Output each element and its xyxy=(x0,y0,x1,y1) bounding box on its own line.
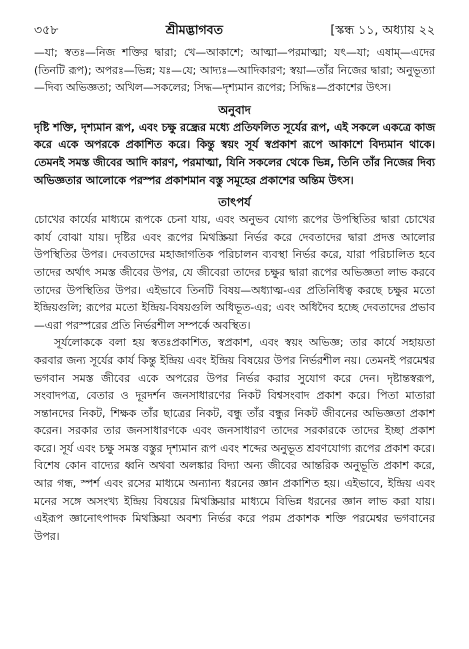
page-header xyxy=(34,22,435,44)
translation-heading: অনুবাদ xyxy=(218,102,251,117)
translation-paragraph: দৃষ্টি শক্তি, দৃশ্যমান রূপ, এবং চক্ষু রন্ধ্রের মধ্যে প্রতিফলিত সূর্যের রূপ, এই সকলে একত্রে কাজ করে একে অপরকে প্রকাশিত করে। কিন্তু স্বয়ং সূর্য স্বপ্রকাশ রূপে আকাশে বিদ্যমান থাকে। তেমনই সমস্ত জীবের আদি কারণ, পরমাত্মা, যিনি সকলের থেকে ভিন্ন, তিনি তাঁর নিজের দিব্য অভিজ্ঞতার আলোকে পরস্পর প্রকাশমান বস্তু সমূহের প্রকাশের অন্তিম উৎস। xyxy=(34,120,435,187)
synonyms-paragraph: —যা; স্বতঃ—নিজ শক্তির দ্বারা; খে—আকাশে; আত্মা—পরমাত্মা; যৎ—যা; এষাম্—এদের (তিনটি রূপ); অপরঃ—ভিন্ন; যঃ—যে; আদ্যঃ—আদিকারণ; স্বয়া—তাঁর নিজের দ্বারা; অনুভূত্যা—দিব্য অভিজ্ঞতা; অখিল—সকলের; সিদ্ধ—দৃশ্যমান রূপের; সিদ্ধিঃ—প্রকাশের উৎস। xyxy=(34,46,435,95)
book-title: শ্রীমদ্ভাগবত xyxy=(165,22,224,37)
purport-paragraph-2: সূর্যলোককে বলা হয় স্বতঃপ্রকাশিত, স্বপ্রকাশ, এবং স্বয়ং অভিজ্ঞ; তার কার্যে সহায়তা করবার জন্য সূর্যের কার্য কিন্তু ইন্দ্রিয় এবং ইন্দ্রিয় বিষয়ের উপর নির্ভরশীল নয়। তেমনই পরমেশ্বর ভগবান সমস্ত জীবের একে অপরের উপর নির্ভর করার সুযোগ করে দেন। দৃষ্টান্তস্বরূপ, সংবাদপত্র, বেতার ও দূরদর্শন জনসাধারণের নিকট বিশ্বসংবাদ প্রকাশ করে। পিতা মাতারা সন্তানদের নিকট, শিক্ষক তাঁর ছাত্রের নিকট, বন্ধু তাঁর বন্ধুর নিকট জীবনের অভিজ্ঞতা প্রকাশ করেন। সরকার তার জনসাধারণকে এবং জনসাধারণ তাদের সরকারকে তাদের ইচ্ছা প্রকাশ করে। সূর্য এবং চক্ষু সমস্ত বস্তুর দৃশ্যমান রূপ এবং শব্দের অনুভূত শ্রবণযোগ্য রূপের প্রকাশ করে। বিশেষ কোন বাদ্যের ধ্বনি অথবা অলঙ্কার বিদ্যা অন্য জীবের আন্তরিক অনুভূতি প্রকাশ করে, আর গন্ধ, স্পর্শ এবং রসের মাধ্যমে অন্যান্য ধরনের জ্ঞান প্রকাশিত হয়। এইভাবে, ইন্দ্রিয় এবং মনের সঙ্গে অসংখ্য ইন্দ্রিয় বিষয়ের মিথস্ক্রিয়ার মাধ্যমে বিভিন্ন ধরনের জ্ঞান লাভ করা যায়। এইরূপ জ্ঞানোৎপাদক মিথস্ক্রিয়া অবশ্য নির্ভর করে পরম প্রকাশক শক্তি পরমেশ্বর ভগবানের উপর। xyxy=(34,336,435,543)
section-reference: [স্কন্ধ ১১, অধ্যায় ২২ xyxy=(330,22,435,37)
purport-heading: তাৎপর্য xyxy=(218,195,251,210)
purport-paragraph-1: চোখের কার্যের মাধ্যমে রূপকে চেনা যায়, এবং অনুভব যোগ্য রূপের উপস্থিতির দ্বারা চোখের কার্য বোঝা যায়। দৃষ্টির এবং রূপের মিথস্ক্রিয়া নির্ভর করে দেবতাদের দ্বারা প্রদত্ত আলোর উপস্থিতির উপর। দেবতাদের মহাজাগতিক পরিচালন ব্যবস্থা নির্ভর করে, যারা পরিচালিত হবে তাদের অর্থাৎ সমস্ত জীবের উপর, যে জীবেরা তাদের চক্ষুর দ্বারা রূপের অভিজ্ঞতা লাভ করবে তাদের উপস্থিতির উপর। এইভাবে তিনটি বিষয়—অধ্যাত্ম-এর প্রতিনিধিত্ব করছে চক্ষুর মতো ইন্দ্রিয়গুলি; রূপের মতো ইন্দ্রিয়-বিষয়গুলি অধিভূত-এর; এবং অধিদৈব হচ্ছে দেবতাদের প্রভাব—এরা পরস্পরের প্রতি নির্ভরশীল সম্পর্কে অবস্থিত। xyxy=(34,213,435,332)
page-number: ৩৫৮ xyxy=(34,22,59,37)
